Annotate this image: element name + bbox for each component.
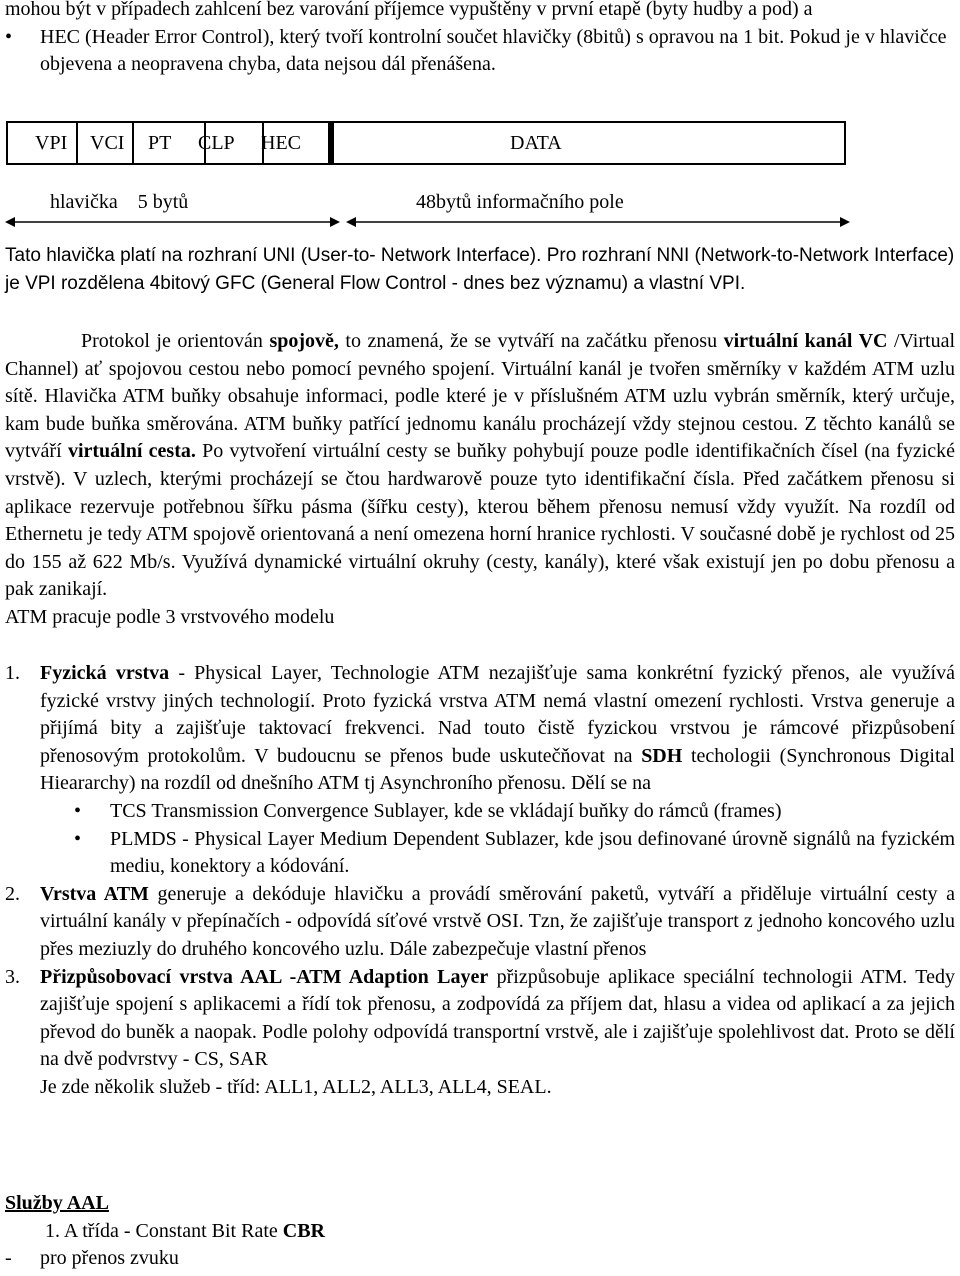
text-run: techologii (Synchronous Digital Hieararchy) na rozdíl od dnešního ATM tj Asynchroního přenosu. Dělí se na xyxy=(40,744,955,795)
bold-run: CBR xyxy=(282,1219,325,1242)
cell-hec: HEC xyxy=(261,132,301,154)
dash-text: pro přenos zvuku xyxy=(40,1247,179,1270)
services-heading xyxy=(5,1190,955,1218)
bold-run: Přizpůsobovací vrstva AAL -ATM Adaption Layer xyxy=(40,965,489,988)
bullet-icon: • xyxy=(74,799,82,822)
header-data-divider xyxy=(328,123,334,163)
cell-data: DATA xyxy=(510,132,562,154)
text-run: generuje a dekóduje hlavičku a provádí směrování paketů, vytváří a přiděluje virtuální cesty a virtuální kanály v přepínačích - odpovídá síťové vrstvě OSI. Tzn, že zajišťuje transport z jednoho koncového uzlu přes meziuzly do druhého koncového uzlu. Dále zabezpečuje vlastní přenos xyxy=(40,882,956,960)
cell-clp: CLP xyxy=(198,132,235,154)
intro-section xyxy=(5,0,955,79)
bold-run: SDH xyxy=(641,744,683,767)
layer-list xyxy=(5,660,955,1102)
list-item xyxy=(5,660,955,798)
item-number: 3. xyxy=(5,965,20,988)
cell-vpi: VPI xyxy=(35,132,68,154)
text-run: 1. A třída - Constant Bit Rate xyxy=(45,1219,283,1242)
services-classes: Je zde několik služeb - tříd: ALL1, ALL2, ALL3, ALL4, SEAL. xyxy=(40,1075,552,1098)
header-arrow xyxy=(5,217,340,227)
cell-vci: VCI xyxy=(90,132,125,154)
services-section xyxy=(5,1190,955,1273)
protocol-paragraph xyxy=(5,328,955,632)
data-arrow xyxy=(346,217,850,227)
text-run: Po vytvoření virtuální cesty se buňky pohybují pouze podle identifikačních čísel (na fyzické vrstvě). V uzlech, kterými procházejí se čtou hardwarově pouze tyto identifikační čísla. Před začátkem přenosu si aplikace rezervuje potřebnou šířku pásma (šířku cesty), kterou během přenosu nemusí vždy využít. Na rozdíl od Ethernetu je tedy ATM spojově orientovaná a není omezena horní hranice rychlosti. V současné době je rychlost od 25 do 155 až 622 Mb/s. Využívá dynamické virtuální okruhy (cesty, kanály), které však existují jen po dobu přenosu a pak zanikají. xyxy=(5,440,956,601)
item-number: 1. xyxy=(5,662,20,684)
item-text xyxy=(40,883,955,960)
dash-item xyxy=(5,1245,955,1273)
bold-run: Vrstva ATM xyxy=(40,882,149,905)
service-item xyxy=(5,1218,955,1246)
item-text xyxy=(40,966,955,1071)
bold-run: virtuální cesta. xyxy=(67,440,196,463)
bullet-icon: • xyxy=(74,827,82,850)
bullet-icon: • xyxy=(5,25,13,48)
intro-line: mohou být v případech zahlcení bez varování příjemce vypuštěny v první etapě (byty hudby a pod) a xyxy=(5,0,813,20)
divider xyxy=(132,123,134,163)
text-run: /Virtual Channel) ať spojovou cestou nebo pomocí pevného spojení. Virtuální kanál je tvořen směrníky v každém ATM uzlu sítě. Hlavička ATM buňky obsahuje informaci, podle které je v příslušném ATM uzlu vybrán směrník, který určuje, kam bude buňka směrována. ATM buňky patřící jednomu kanálu procházejí vždy stejnou cestou. Z těchto kanálů se vytváří xyxy=(5,330,956,463)
list-item-extra xyxy=(5,1074,955,1102)
list-item xyxy=(5,964,955,1074)
bold-run: spojově, xyxy=(269,330,339,352)
text-run: to znamená, že se vytváří na začátku přenosu xyxy=(338,330,724,352)
uni-paragraph xyxy=(5,242,955,297)
text-run: Protokol je orientován xyxy=(81,330,270,352)
sub-list-item xyxy=(5,798,955,826)
list-item xyxy=(5,881,955,964)
protocol-paragraph-text xyxy=(5,328,955,604)
hec-bullet-text: HEC (Header Error Control), který tvoří kontrolní součet hlavičky (8bitů) s opravou na 1 bit. Pokud je v hlavičce objevena a neopravena chyba, data nejsou dál přenášena. xyxy=(40,25,947,76)
atm-cell-diagram xyxy=(6,121,846,165)
heading-text: Služby AAL xyxy=(5,1192,109,1214)
model-intro: ATM pracuje podle 3 vrstvového modelu xyxy=(5,605,335,628)
sub-item-text: PLMDS - Physical Layer Medium Dependent Sublazer, kde jsou definované úrovně signálů na fyzickém mediu, konektory a kódování. xyxy=(110,827,955,878)
sub-list-item xyxy=(5,826,955,881)
dash-marker: - xyxy=(5,1247,12,1270)
bold-run: virtuální kanál VC xyxy=(723,330,888,352)
uni-paragraph-text: Tato hlavička platí na rozhraní UNI (User-to- Network Interface). Pro rozhraní NNI (Network-to-Network Interface) je VPI rozdělena 4bitový GFC (General Flow Control - dnes bez významu) a vlastní VPI. xyxy=(5,245,955,294)
divider xyxy=(76,123,78,163)
diagram-arrows xyxy=(5,212,850,232)
text-run: přizpůsobuje aplikace speciální technologii ATM. Tedy zajišťuje spojení s aplikacemi a řídí tok přenosu, a zodpovídá za příjem dat, hlasu a videa od aplikací a za jejich převod do buněk a naopak. Podle polohy odpovídá transportní vrstvě, ale i zajišťuje spolehlivost dat. Proto se dělí na dvě podvrstvy - CS, SAR xyxy=(40,965,955,1071)
item-text xyxy=(40,662,955,794)
hec-bullet xyxy=(5,24,955,79)
header-label: hlavička 5 bytů xyxy=(50,191,189,213)
sub-item-text: TCS Transmission Convergence Sublayer, kde se vkládají buňky do rámců (frames) xyxy=(110,799,782,822)
bold-run: Fyzická vrstva xyxy=(40,662,170,684)
data-label: 48bytů informačního pole xyxy=(416,191,624,213)
text-run: - Physical Layer, Technologie ATM nezajišťuje sama konkrétní fyzický přenos, ale využívá fyzické vrstvy jiných technologií. Proto fyzická vrstva ATM nemá vlastní omezení rychlosti. Vrstva generuje a přijímá bity a zajišťuje taktovací frekvenci. Nad touto čistě fyzickou vrstvou je rámcové přizpůsobení přenosovým protokolům. V budoucnu se přenos bude uskutečňovat na xyxy=(40,662,955,767)
cell-pt: PT xyxy=(148,132,172,154)
item-number: 2. xyxy=(5,882,20,905)
